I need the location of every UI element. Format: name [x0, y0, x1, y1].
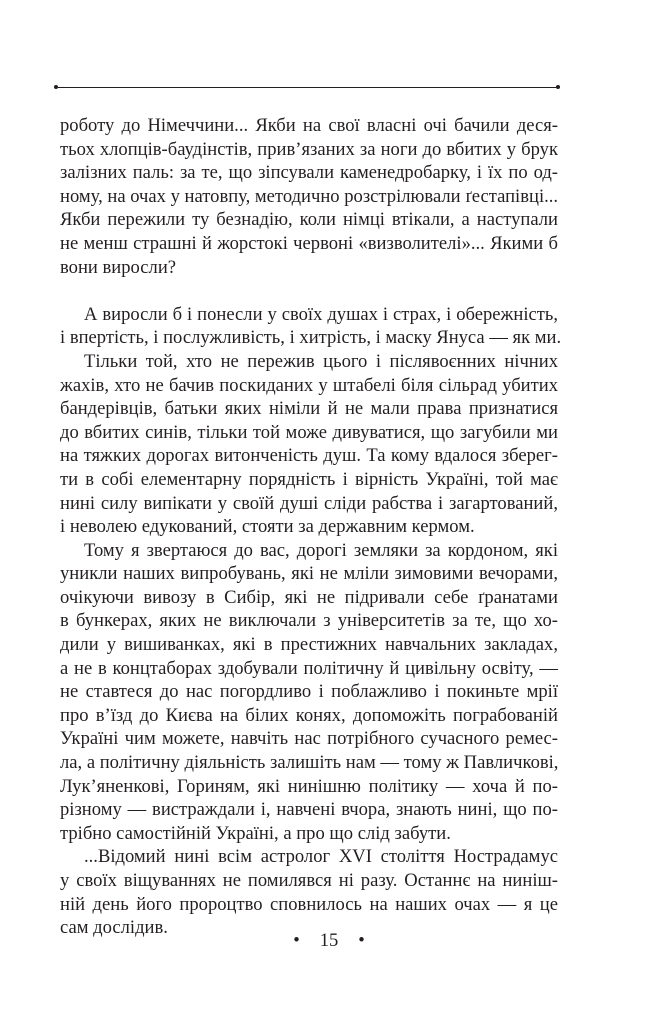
- text-line: Україні чим можете, навчіть нас потрібного сучасного ремес-: [60, 728, 558, 750]
- text-line: не менш страшні й жорстокі червоні «визволителі»... Якими б: [60, 232, 558, 254]
- folio-ornament-left: •: [293, 930, 300, 951]
- page-number: 15: [319, 930, 339, 951]
- text-line: і неволею едукований, стояти за державним кермом.: [60, 516, 475, 538]
- text-line: Тільки той, хто не пережив цього і післявоєнних нічних: [84, 350, 558, 372]
- text-line: не ставтеся до нас погордливо і поблажливо і покиньте мрії: [60, 681, 558, 703]
- text-line: у своїх віщуваннях не помилявся ні разу. Останнє на нинiш-: [60, 870, 558, 891]
- text-line: і впертість, і послужливість, і хитрість, і маску Януса — як ми.: [60, 327, 562, 349]
- body-text: [60, 114, 562, 940]
- text-line: Якби пережили ту безнадію, коли німці втікали, а наступали: [60, 209, 558, 231]
- text-line: нині силу випікати у своїй душі сліди рабства і загартований,: [60, 492, 558, 514]
- text-line: Лук’яненкові, Гориням, які нинішню політику — хоча й по-: [60, 775, 558, 797]
- text-line: дили у вишиванках, які в престижних навчальних закладах,: [60, 634, 558, 656]
- text-line: залізних паль: за те, що зіпсували каменедробарку, і їх по од-: [60, 162, 558, 184]
- text-line: ти в собі елементарну порядність і вірність Україні, той має: [60, 468, 558, 490]
- text-line: сам дослідив.: [60, 917, 168, 939]
- text-line: ній день його пророцтво сповнилось на наших очах — я це: [60, 893, 558, 915]
- text-line: а не в концтаборах здобували політичну й цивільну освіту, —: [60, 657, 558, 679]
- folio: [0, 930, 658, 952]
- text-line: ...Відомий нині всім астролог XVI століття Нострадамус: [84, 846, 558, 868]
- text-line: на тяжких дорогах витонченість душ. Та кому вдалося зберег-: [60, 445, 558, 467]
- folio-ornament-right: •: [358, 930, 365, 951]
- text-line: роботу до Німеччини... Якби на свої власні очі бачили деся-: [60, 115, 558, 136]
- text-line: різному — вистраждали і, навчені вчора, знають нині, що по-: [60, 799, 558, 821]
- text-line: трібно самостійній Україні, а про що слід забути.: [60, 822, 451, 844]
- text-line: жахів, хто не бачив поскиданих у штабелі біля сільрад убитих: [60, 374, 558, 396]
- text-line: тьох хлопців-баудінстів, прив’язаних за ноги до вбитих у брук: [60, 138, 558, 160]
- paragraph-gap: [60, 279, 558, 303]
- text-line: вони виросли?: [60, 256, 177, 278]
- text-line: бандерівців, батьки яких німіли й не мали права признатися: [60, 398, 558, 420]
- text-line: очікуючи вивозу в Сибір, які не підривали себе ґранатами: [60, 586, 558, 608]
- text-line: в бункерах, яких не виключали з університетів за те, що хо-: [60, 610, 558, 632]
- text-line: уникли наших випробувань, які не мліли зимовими вечорами,: [60, 563, 558, 585]
- text-line: А виросли б і понесли у своїх душах і страх, і обережність,: [84, 303, 558, 325]
- header-ornament-left: [54, 85, 58, 89]
- text-line: Тому я звертаюся до вас, дорогі земляки за кордоном, які: [84, 539, 558, 561]
- header-ornament-right: [556, 85, 560, 89]
- text-line: ла, а політичну діяльність залишіть нам — тому ж Павличкові,: [60, 752, 559, 774]
- text-line: про в’їзд до Києва на білих конях, допоможіть пограбованій: [60, 704, 558, 726]
- text-line: до вбитих синів, тільки той може дивуватися, що загубили ми: [60, 421, 558, 443]
- header-rule: [58, 87, 558, 88]
- text-line: ному, на очах у натовпу, методично розстрілювали ґестапівці...: [60, 185, 559, 207]
